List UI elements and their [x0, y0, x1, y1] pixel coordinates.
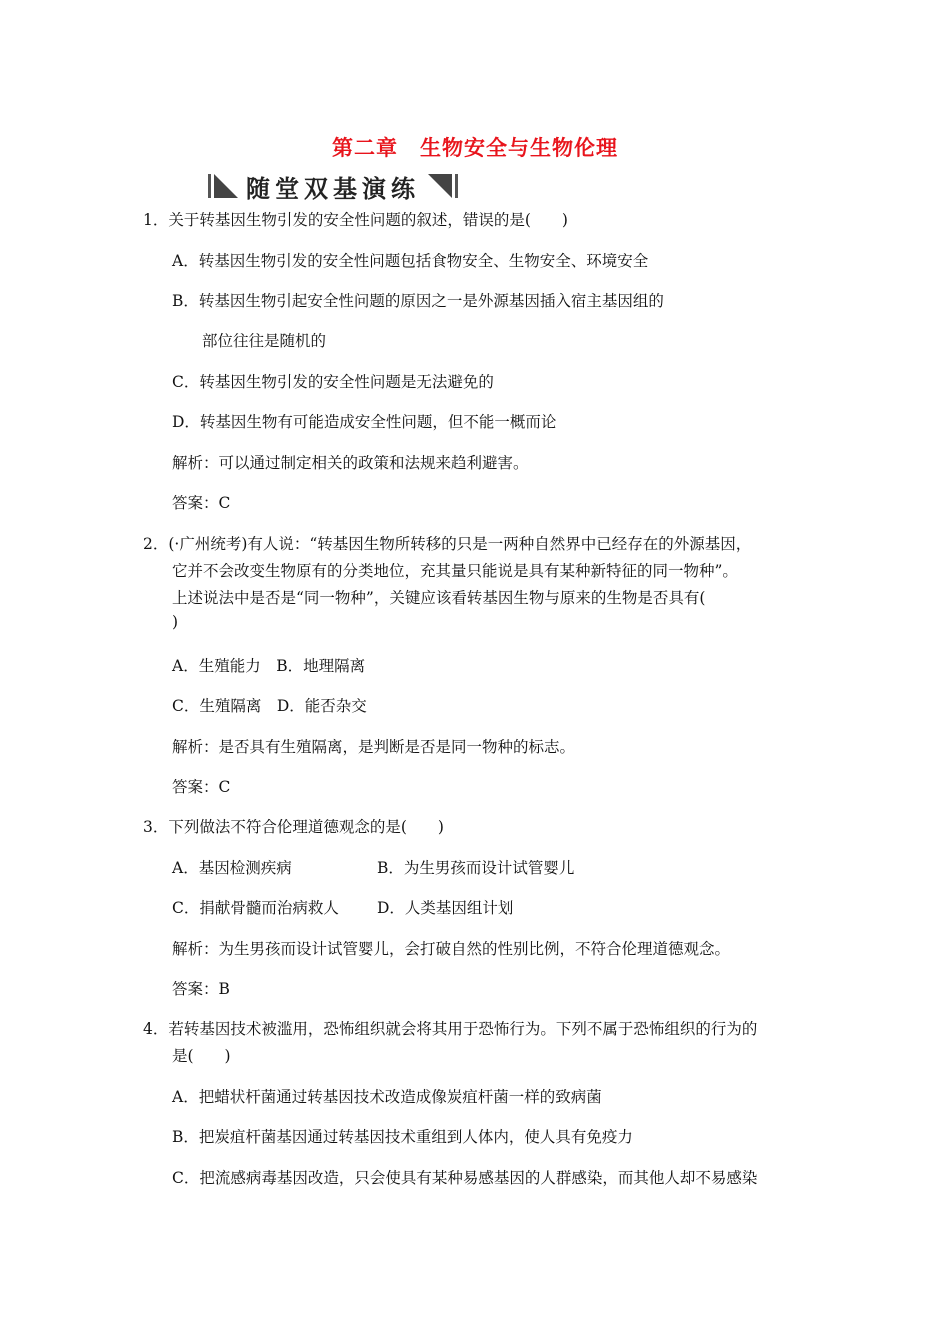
q1-answer: 答案：C — [172, 494, 231, 512]
q4-option-a: A．把蜡状杆菌通过转基因技术改造成像炭疽杆菌一样的致病菌 — [172, 1088, 602, 1106]
chapter-title: 第二章 生物安全与生物伦理 — [332, 136, 618, 160]
q2-answer: 答案：C — [172, 778, 231, 796]
q2-stem-line2: 它并不会改变生物原有的分类地位，充其量只能说是具有某种新特征的同一物种”。 — [172, 562, 738, 580]
q1-option-a: A．转基因生物引发的安全性问题包括食物安全、生物安全、环境安全 — [172, 252, 649, 270]
q3-option-d: D．人类基因组计划 — [377, 899, 514, 917]
q2-stem-line4: ) — [172, 613, 179, 631]
q2-stem-line1: 2．(·广州统考)有人说：“转基因生物所转移的只是一两种自然界中已经存在的外源基因， — [143, 535, 752, 553]
q3-stem: 3．下列做法不符合伦理道德观念的是( ) — [143, 818, 444, 836]
q1-stem: 1．关于转基因生物引发的安全性问题的叙述，错误的是( ) — [143, 211, 568, 229]
q3-option-b: B．为生男孩而设计试管婴儿 — [377, 859, 575, 877]
q4-option-b: B．把炭疽杆菌基因通过转基因技术重组到人体内，使人具有免疫力 — [172, 1128, 633, 1146]
q1-analysis: 解析：可以通过制定相关的政策和法规来趋利避害。 — [172, 454, 529, 472]
q2-analysis: 解析：是否具有生殖隔离，是判断是否是同一物种的标志。 — [172, 738, 576, 756]
q4-option-c: C．把流感病毒基因改造，只会使具有某种易感基因的人群感染，而其他人却不易感染 — [172, 1169, 758, 1187]
q1-option-c: C．转基因生物引发的安全性问题是无法避免的 — [172, 373, 494, 391]
banner-triangle-right-icon — [428, 174, 452, 198]
q2-options-ab: A．生殖能力 B．地理隔离 — [172, 657, 366, 675]
q1-option-d: D．转基因生物有可能造成安全性问题，但不能一概而论 — [172, 413, 557, 431]
section-banner — [208, 170, 458, 202]
q3-option-c: C．捐献骨髓而治病救人 — [172, 899, 339, 917]
banner-triangle-left-icon — [214, 174, 238, 198]
q3-analysis: 解析：为生男孩而设计试管婴儿，会打破自然的性别比例，不符合伦理道德观念。 — [172, 940, 731, 958]
q2-stem-line3: 上述说法中是否是“同一物种”，关键应该看转基因生物与原来的生物是否具有( — [172, 589, 706, 607]
q3-answer: 答案：B — [172, 980, 230, 998]
q1-option-b: B．转基因生物引起安全性问题的原因之一是外源基因插入宿主基因组的 — [172, 292, 664, 310]
q1-option-b-cont: 部位往往是随机的 — [202, 332, 327, 350]
q4-stem-line1: 4．若转基因技术被滥用，恐怖组织就会将其用于恐怖行为。下列不属于恐怖组织的行为的 — [143, 1020, 758, 1038]
q2-options-cd: C．生殖隔离 D．能否杂交 — [172, 697, 367, 715]
banner-bar-right — [455, 174, 458, 198]
banner-bar-left — [208, 174, 211, 198]
q3-option-a: A．基因检测疾病 — [172, 859, 292, 877]
q4-stem-line2: 是( ) — [172, 1047, 231, 1065]
banner-title: 随堂双基演练 — [246, 174, 420, 203]
